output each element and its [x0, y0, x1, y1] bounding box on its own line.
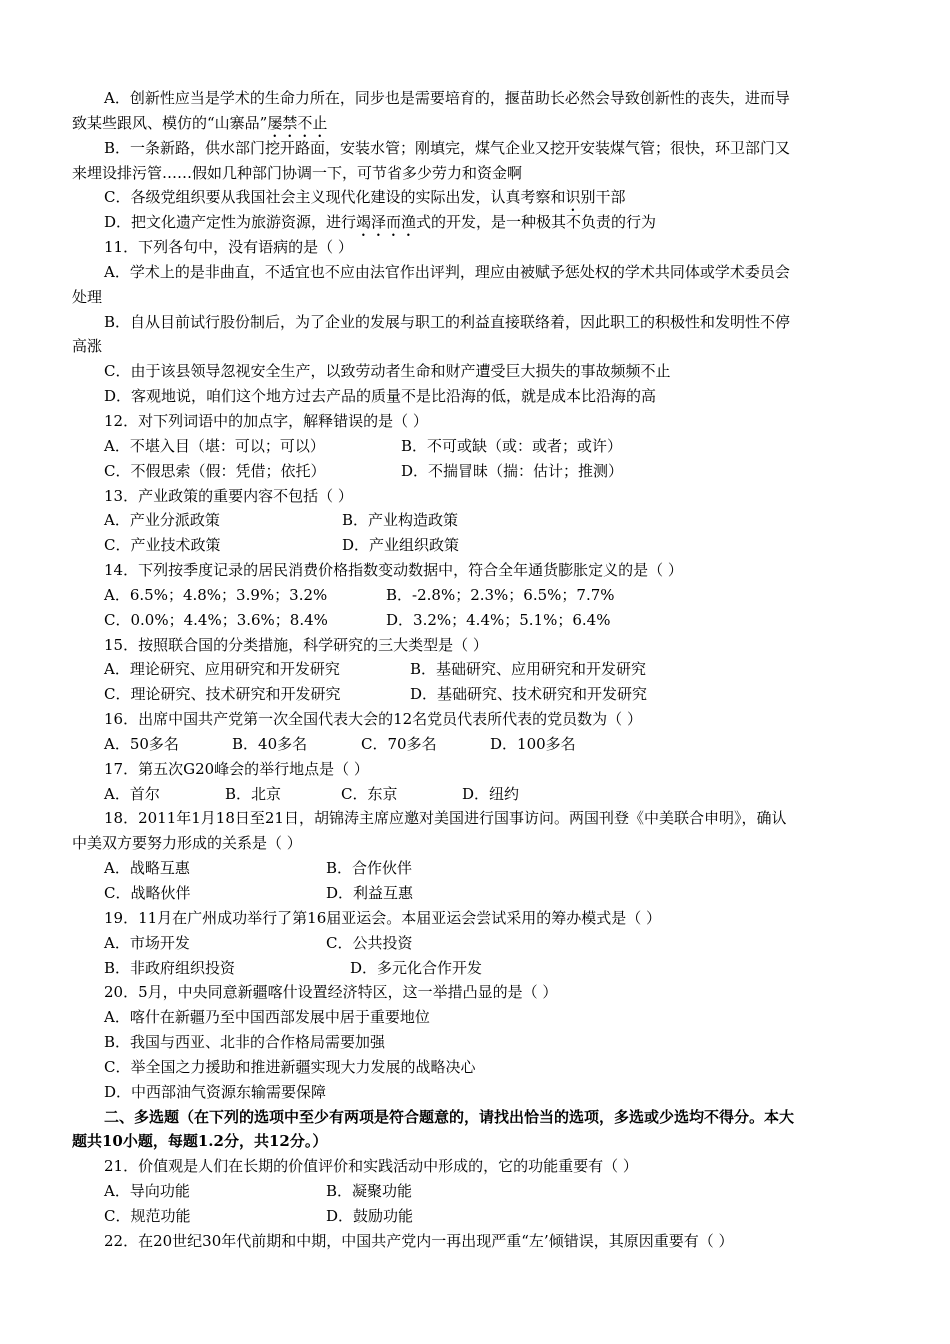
emphasized-phrase: 屡禁不止	[267, 113, 328, 132]
q12-option-d: D．不揣冒昧（揣：估计；推测）	[401, 461, 624, 480]
q10-option-d-tail: 式的开发，是一种极其不负责的行为	[416, 213, 657, 232]
q11-option-d: D．客观地说，咱们这个地方过去产品的质量不是比沿海的低，就是成本比沿海的高	[104, 387, 657, 406]
q11-option-b-line1: B．自从目前试行股份制后，为了企业的发展与职工的利益直接联络着，因此职工的积极性和发明性不停	[104, 312, 791, 331]
q11-option-a-line1: A．学术上的是非曲直，不适宜也不应由法官作出评判，理应由被赋予惩处权的学术共同体或学术委员会	[104, 262, 790, 281]
q17-stem: 17．第五次G20峰会的举行地点是（ ）	[104, 759, 369, 778]
q15-option-c: C．理论研究、技术研究和开发研究	[104, 685, 341, 704]
q13-option-b: B．产业构造政策	[342, 511, 459, 530]
q14-option-d: D．3.2%；4.4%；5.1%；6.4%	[386, 610, 611, 629]
q15-option-d: D．基础研究、技术研究和开发研究	[410, 685, 648, 704]
q21-options-row1	[72, 1179, 878, 1204]
q19-stem: 19．11月在广州成功举行了第16届亚运会。本届亚运会尝试采用的筹办模式是（ ）	[104, 908, 662, 927]
q18-option-a: A．战略互惠	[104, 859, 190, 878]
q20-option-a: A．喀什在新疆乃至中国西部发展中居于重要地位	[104, 1008, 430, 1027]
q12-options-row2	[72, 459, 878, 484]
q10-option-b-line1: B．一条新路，供水部门挖开路面，安装水管；刚填完，煤气企业又挖开安装煤气管；很快，环卫部门又	[104, 138, 791, 157]
emphasized-phrase: 竭泽而渔	[356, 213, 417, 232]
q21-stem: 21．价值观是人们在长期的价值评价和实践活动中形成的，它的功能重要有（ ）	[104, 1157, 638, 1176]
q10-option-a-line2	[72, 111, 878, 136]
section-heading-line2: 题共10小题，每题1.2分，共12分。）	[72, 1132, 328, 1151]
q10-option-c-tail: 别干部	[580, 188, 626, 207]
q13-option-d: D．产业组织政策	[342, 536, 460, 555]
q18-options-row1	[72, 856, 878, 881]
q19-options-row2	[72, 956, 878, 981]
q18-option-b: B．合作伙伴	[326, 859, 413, 878]
q17-options-row	[72, 782, 878, 807]
q16-option-c: C．70多名	[361, 734, 437, 753]
q20-option-c: C．举全国之力援助和推进新疆实现大力发展的战略决心	[104, 1057, 476, 1076]
q14-option-c: C．0.0%；4.4%；3.6%；8.4%	[104, 610, 328, 629]
q13-option-c: C．产业技术政策	[104, 536, 221, 555]
q20-stem: 20．5月，中央同意新疆喀什设置经济特区，这一举措凸显的是（ ）	[104, 983, 558, 1002]
q11-option-c: C．由于该县领导忽视安全生产，以致劳动者生命和财产遭受巨大损失的事故频频不止	[104, 362, 671, 381]
q12-options-row1	[72, 434, 878, 459]
q15-options-row2	[72, 682, 878, 707]
q10-option-c	[72, 185, 878, 210]
q12-option-c: C．不假思索（假：凭借；依托）	[104, 461, 326, 480]
q13-stem: 13．产业政策的重要内容不包括（ ）	[104, 486, 353, 505]
q16-option-b: B．40多名	[232, 734, 308, 753]
q14-options-row1	[72, 583, 878, 608]
q18-option-c: C．战略伙伴	[104, 884, 191, 902]
q21-option-c: C．规范功能	[104, 1206, 191, 1225]
q15-option-b: B．基础研究、应用研究和开发研究	[410, 660, 647, 679]
q20-option-b: B．我国与西亚、北非的合作格局需要加强	[104, 1033, 386, 1052]
q14-stem: 14．下列按季度记录的居民消费价格指数变动数据中，符合全年通货膨胀定义的是（ ）	[104, 561, 683, 580]
q15-options-row1	[72, 657, 878, 682]
q19-option-b: B．非政府组织投资	[104, 958, 236, 977]
q20-option-d: D．中西部油气资源东输需要保障	[104, 1082, 327, 1101]
q15-stem: 15．按照联合国的分类措施，科学研究的三大类型是（ ）	[104, 635, 488, 654]
q19-option-c: C．公共投资	[326, 933, 413, 952]
q16-option-d: D．100多名	[490, 734, 576, 753]
q13-option-a: A．产业分派政策	[104, 511, 220, 530]
q19-option-a: A．市场开发	[104, 933, 190, 952]
q14-option-b: B．-2.8%；2.3%；6.5%；7.7%	[386, 585, 615, 604]
q10-option-d	[72, 210, 878, 235]
q12-option-b: B．不可或缺（或：或者；或许）	[401, 436, 623, 455]
emphasized-char: 识	[565, 188, 581, 207]
q10-option-b-line2: 来埋设排污管……假如几种部门协调一下，可节省多少劳力和资金啊	[72, 163, 523, 182]
q11-option-b-line2: 高涨	[72, 337, 103, 356]
q17-option-b: B．北京	[225, 784, 282, 803]
q13-options-row1	[72, 508, 878, 533]
q10-option-a-line1: A．创新性应当是学术的生命力所在，同步也是需要培育的，揠苗助长必然会导致创新性的丧失，进而导	[104, 89, 790, 107]
q13-options-row2	[72, 533, 878, 558]
q10-option-a-text: 致某些跟风、模仿的“山寨品”	[72, 113, 268, 132]
q19-option-d: D．多元化合作开发	[350, 958, 483, 977]
q10-option-d-text: D．把文化遗产定性为旅游资源，进行	[104, 213, 357, 232]
q14-options-row2	[72, 608, 878, 633]
q18-stem-line2: 中美双方要努力形成的关系是（ ）	[72, 834, 302, 853]
q11-option-a-line2: 处理	[72, 287, 103, 306]
q16-options-row	[72, 732, 878, 757]
q12-option-a: A．不堪入目（堪：可以；可以）	[104, 436, 325, 455]
q16-stem: 16．出席中国共产党第一次全国代表大会的12名党员代表所代表的党员数为（ ）	[104, 710, 642, 729]
q18-option-d: D．利益互惠	[326, 884, 414, 902]
q14-option-a: A．6.5%；4.8%；3.9%；3.2%	[104, 585, 328, 604]
q17-option-c: C．东京	[341, 784, 398, 803]
q21-options-row2	[72, 1204, 878, 1229]
q22-stem: 22．在20世纪30年代前期和中期，中国共产党内一再出现严重“左’倾错误，其原因重要有（ ）	[104, 1231, 734, 1250]
exam-page	[72, 86, 878, 1254]
q17-option-d: D．纽约	[462, 784, 520, 803]
q17-option-a: A．首尔	[104, 784, 160, 803]
q16-option-a: A．50多名	[104, 734, 179, 753]
q18-stem-line1: 18．2011年1月18日至21日，胡锦涛主席应邀对美国进行国事访问。两国刊登《中美联合申明》，确认	[104, 809, 787, 828]
q19-options-row1	[72, 931, 878, 956]
q21-option-d: D．鼓励功能	[326, 1206, 414, 1225]
section-heading-line1: 二、多选题（在下列的选项中至少有两项是符合题意的，请找出恰当的选项，多选或少选均不得分。本大	[104, 1107, 795, 1126]
q10-option-c-text: C．各级党组织要从我国社会主义现代化建设的实际出发，认真考察和	[104, 188, 566, 207]
q15-option-a: A．理论研究、应用研究和开发研究	[104, 660, 340, 679]
q18-options-row2	[72, 881, 878, 906]
q12-stem: 12．对下列词语中的加点字，解释错误的是（ ）	[104, 411, 428, 430]
q21-option-a: A．导向功能	[104, 1182, 190, 1201]
q21-option-b: B．凝聚功能	[326, 1182, 413, 1201]
q11-stem: 11．下列各句中，没有语病的是（ ）	[104, 238, 353, 257]
